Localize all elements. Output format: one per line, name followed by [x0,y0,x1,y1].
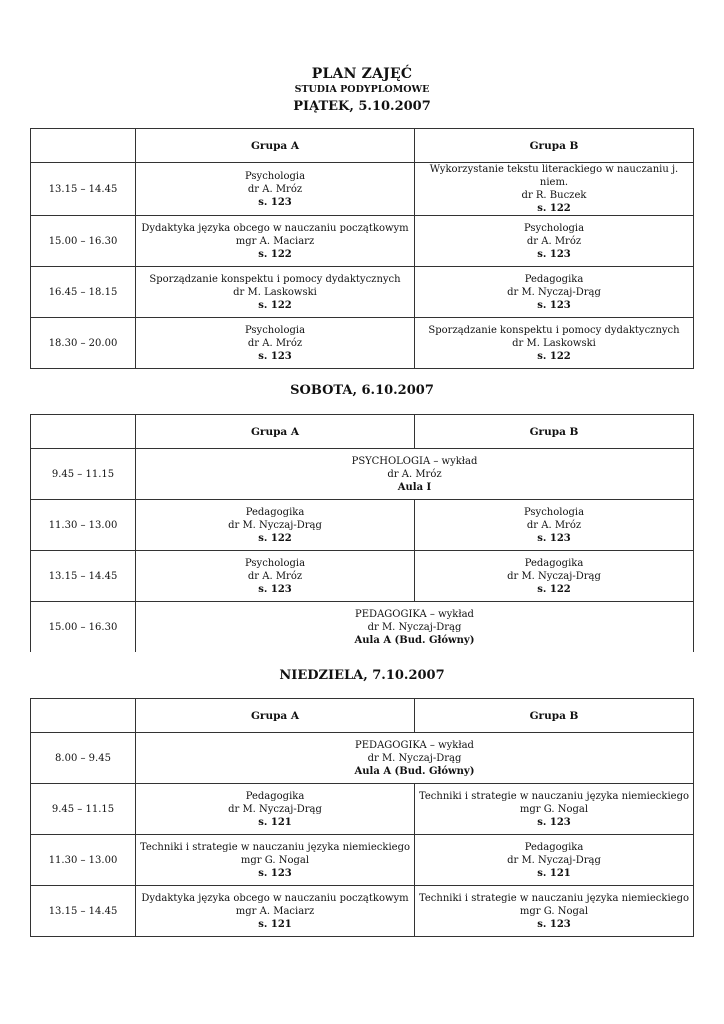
room-label: Aula A (Bud. Główny) [354,634,475,646]
class-cell-joint [136,602,694,653]
room-label: s. 122 [537,583,571,595]
schedule-table-saturday [30,414,694,652]
table-row [31,216,694,267]
teacher-name: mgr G. Nogal [519,905,589,917]
table-row [31,163,694,216]
class-cell-group-a [136,784,415,835]
room-label: s. 122 [537,203,571,214]
course-name: Techniki i strategie w nauczaniu języka niemieckiego [140,841,410,853]
room-label: s. 122 [537,350,571,362]
table-row [31,551,694,602]
group-b-header: Grupa B [415,415,694,449]
course-name: Pedagogika [245,790,305,802]
course-name: Techniki i strategie w nauczaniu języka niemieckiego [419,790,689,802]
class-cell-group-a [136,318,415,369]
teacher-name: dr M. Nyczaj-Drąg [507,854,601,866]
day-heading-friday: PIĄTEK, 5.10.2007 [293,99,431,114]
class-cell-group-a [136,835,415,886]
teacher-name: dr M. Nyczaj-Drąg [367,752,462,764]
group-b-header: Grupa B [415,129,694,163]
room-label: s. 122 [258,532,292,544]
teacher-name: dr M. Nyczaj-Drąg [367,621,462,633]
teacher-name: dr A. Mróz [526,235,582,247]
time-header-cell [31,129,136,163]
time-cell: 18.30 – 20.00 [31,318,136,369]
time-cell: 15.00 – 16.30 [31,602,136,653]
room-label: s. 123 [537,918,571,930]
course-name: Pedagogika [245,506,305,518]
room-label: s. 123 [537,299,571,311]
class-cell-group-a [136,163,415,216]
class-cell-group-b [415,835,694,886]
group-a-header: Grupa A [136,415,415,449]
teacher-name: dr M. Nyczaj-Drąg [507,570,601,582]
course-name: PEDAGOGIKA – wykład [355,739,474,751]
day-heading-sunday: NIEDZIELA, 7.10.2007 [279,668,445,683]
teacher-name: dr A. Mróz [247,570,303,582]
course-name: Psychologia [523,506,585,518]
course-name: Pedagogika [524,841,584,853]
room-label: Aula I [397,481,432,493]
room-label: s. 123 [258,583,292,595]
class-cell-group-b [415,318,694,369]
schedule-table-sunday [30,698,694,937]
teacher-name: dr R. Buczek [521,190,587,201]
table-row [31,449,694,500]
teacher-name: mgr G. Nogal [519,803,589,815]
room-label: s. 123 [537,816,571,828]
page-title: PLAN ZAJĘĆ [311,66,413,82]
course-name: Psychologia [523,222,585,234]
group-b-header: Grupa B [415,699,694,733]
course-name: Techniki i strategie w nauczaniu języka niemieckiego [419,892,689,904]
table-row [31,318,694,369]
time-header-cell [31,415,136,449]
table-header-row [31,699,694,733]
class-cell-group-b [415,886,694,937]
teacher-name: mgr A. Maciarz [235,905,315,917]
time-cell: 9.45 – 11.15 [31,449,136,500]
teacher-name: dr M. Nyczaj-Drąg [228,803,322,815]
class-cell-group-a [136,216,415,267]
class-cell-joint [136,449,694,500]
class-cell-group-a [136,267,415,318]
course-name: Dydaktyka języka obcego w nauczaniu początkowym [141,892,409,904]
room-label: s. 123 [258,350,292,362]
page-subtitle: STUDIA PODYPLOMOWE [294,84,430,95]
course-name: Psychologia [244,557,306,569]
class-cell-group-b [415,500,694,551]
class-cell-group-a [136,551,415,602]
teacher-name: dr A. Mróz [526,519,582,531]
class-cell-group-a [136,500,415,551]
class-cell-group-b [415,216,694,267]
time-cell: 8.00 – 9.45 [31,733,136,784]
course-name: Psychologia [244,170,306,182]
room-label: s. 123 [258,867,292,879]
class-cell-group-b [415,551,694,602]
table-row [31,267,694,318]
teacher-name: dr A. Mróz [387,468,442,480]
room-label: s. 122 [258,248,292,260]
course-name: PSYCHOLOGIA – wykład [351,455,478,467]
time-cell: 15.00 – 16.30 [31,216,136,267]
time-cell: 13.15 – 14.45 [31,163,136,216]
table-header-row [31,129,694,163]
course-name: Wykorzystanie tekstu literackiego w nauczaniu j. niem. [429,164,679,188]
table-row [31,886,694,937]
day-heading-saturday: SOBOTA, 6.10.2007 [290,383,434,398]
room-label: s. 122 [258,299,292,311]
class-cell-group-a [136,886,415,937]
room-label: s. 121 [258,918,292,930]
course-name: Dydaktyka języka obcego w nauczaniu początkowym [141,222,409,234]
teacher-name: dr M. Nyczaj-Drąg [507,286,601,298]
class-cell-joint [136,733,694,784]
table-row [31,500,694,551]
room-label: Aula A (Bud. Główny) [354,765,475,777]
course-name: PEDAGOGIKA – wykład [355,608,474,620]
time-cell: 13.15 – 14.45 [31,551,136,602]
course-name: Pedagogika [524,557,584,569]
class-cell-group-b [415,163,694,216]
course-name: Psychologia [244,324,306,336]
group-a-header: Grupa A [136,699,415,733]
table-row [31,602,694,653]
table-row [31,784,694,835]
course-name: Pedagogika [524,273,584,285]
time-cell: 13.15 – 14.45 [31,886,136,937]
teacher-name: dr A. Mróz [247,183,303,195]
time-cell: 11.30 – 13.00 [31,835,136,886]
teacher-name: mgr A. Maciarz [235,235,315,247]
time-cell: 16.45 – 18.15 [31,267,136,318]
schedule-table-friday [30,128,694,369]
teacher-name: mgr G. Nogal [240,854,310,866]
class-cell-group-b [415,267,694,318]
course-name: Sporządzanie konspektu i pomocy dydaktycznych [428,324,680,336]
class-cell-group-b [415,784,694,835]
room-label: s. 123 [537,532,571,544]
teacher-name: dr M. Nyczaj-Drąg [228,519,322,531]
room-label: s. 123 [537,248,571,260]
table-row [31,835,694,886]
table-header-row [31,415,694,449]
room-label: s. 121 [258,816,292,828]
group-a-header: Grupa A [136,129,415,163]
course-name: Sporządzanie konspektu i pomocy dydaktycznych [149,273,401,285]
room-label: s. 123 [258,196,292,208]
teacher-name: dr A. Mróz [247,337,303,349]
table-row [31,733,694,784]
time-cell: 9.45 – 11.15 [31,784,136,835]
time-cell: 11.30 – 13.00 [31,500,136,551]
time-header-cell [31,699,136,733]
teacher-name: dr M. Laskowski [233,286,317,298]
room-label: s. 121 [537,867,571,879]
teacher-name: dr M. Laskowski [512,337,596,349]
